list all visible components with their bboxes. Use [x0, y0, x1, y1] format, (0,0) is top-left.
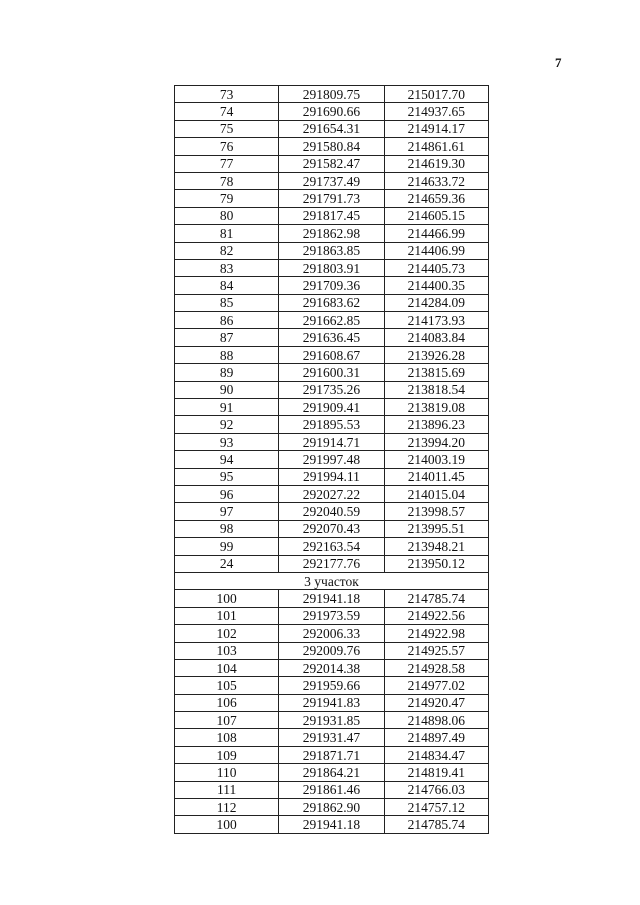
y-coordinate-cell: 214003.19 — [384, 451, 488, 468]
point-number-cell: 88 — [175, 346, 279, 363]
y-coordinate-cell: 214083.84 — [384, 329, 488, 346]
y-coordinate-cell: 213948.21 — [384, 538, 488, 555]
x-coordinate-cell: 291864.21 — [279, 764, 384, 781]
table-row — [175, 364, 489, 381]
y-coordinate-cell: 214861.61 — [384, 138, 488, 155]
x-coordinate-cell: 291654.31 — [279, 120, 384, 137]
table-row — [175, 155, 489, 172]
y-coordinate-cell: 214928.58 — [384, 659, 488, 676]
x-coordinate-cell: 291973.59 — [279, 607, 384, 624]
table-row — [175, 416, 489, 433]
point-number-cell: 89 — [175, 364, 279, 381]
x-coordinate-cell: 291735.26 — [279, 381, 384, 398]
y-coordinate-cell: 213818.54 — [384, 381, 488, 398]
point-number-cell: 78 — [175, 172, 279, 189]
x-coordinate-cell: 291914.71 — [279, 433, 384, 450]
table-row — [175, 781, 489, 798]
y-coordinate-cell: 214405.73 — [384, 259, 488, 276]
point-number-cell: 111 — [175, 781, 279, 798]
x-coordinate-cell: 291817.45 — [279, 207, 384, 224]
section-label: 3 участок — [175, 572, 489, 589]
x-coordinate-cell: 291941.18 — [279, 590, 384, 607]
point-number-cell: 74 — [175, 103, 279, 120]
point-number-cell: 100 — [175, 590, 279, 607]
x-coordinate-cell: 291871.71 — [279, 746, 384, 763]
x-coordinate-cell: 291582.47 — [279, 155, 384, 172]
x-coordinate-cell: 291862.98 — [279, 225, 384, 242]
point-number-cell: 85 — [175, 294, 279, 311]
point-number-cell: 110 — [175, 764, 279, 781]
y-coordinate-cell: 214400.35 — [384, 277, 488, 294]
x-coordinate-cell: 291941.18 — [279, 816, 384, 833]
table-row — [175, 346, 489, 363]
point-number-cell: 100 — [175, 816, 279, 833]
y-coordinate-cell: 214406.99 — [384, 242, 488, 259]
point-number-cell: 96 — [175, 485, 279, 502]
y-coordinate-cell: 213896.23 — [384, 416, 488, 433]
x-coordinate-cell: 291709.36 — [279, 277, 384, 294]
table-row — [175, 538, 489, 555]
x-coordinate-cell: 291803.91 — [279, 259, 384, 276]
point-number-cell: 93 — [175, 433, 279, 450]
section-header-row — [175, 572, 489, 589]
point-number-cell: 81 — [175, 225, 279, 242]
x-coordinate-cell: 292070.43 — [279, 520, 384, 537]
x-coordinate-cell: 291690.66 — [279, 103, 384, 120]
table-row — [175, 433, 489, 450]
y-coordinate-cell: 215017.70 — [384, 86, 488, 103]
x-coordinate-cell: 291600.31 — [279, 364, 384, 381]
x-coordinate-cell: 291861.46 — [279, 781, 384, 798]
y-coordinate-cell: 214819.41 — [384, 764, 488, 781]
point-number-cell: 99 — [175, 538, 279, 555]
point-number-cell: 101 — [175, 607, 279, 624]
x-coordinate-cell: 291636.45 — [279, 329, 384, 346]
x-coordinate-cell: 292040.59 — [279, 503, 384, 520]
table-row — [175, 659, 489, 676]
table-row — [175, 503, 489, 520]
point-number-cell: 106 — [175, 694, 279, 711]
y-coordinate-cell: 213815.69 — [384, 364, 488, 381]
table-row — [175, 712, 489, 729]
point-number-cell: 103 — [175, 642, 279, 659]
point-number-cell: 73 — [175, 86, 279, 103]
table-row — [175, 590, 489, 607]
y-coordinate-cell: 214766.03 — [384, 781, 488, 798]
y-coordinate-cell: 214659.36 — [384, 190, 488, 207]
table-row — [175, 677, 489, 694]
table-row — [175, 86, 489, 103]
x-coordinate-cell: 291862.90 — [279, 799, 384, 816]
table-row — [175, 485, 489, 502]
y-coordinate-cell: 213995.51 — [384, 520, 488, 537]
x-coordinate-cell: 292006.33 — [279, 625, 384, 642]
x-coordinate-cell: 292009.76 — [279, 642, 384, 659]
point-number-cell: 84 — [175, 277, 279, 294]
x-coordinate-cell: 291580.84 — [279, 138, 384, 155]
table-row — [175, 120, 489, 137]
table-row — [175, 277, 489, 294]
point-number-cell: 109 — [175, 746, 279, 763]
y-coordinate-cell: 214785.74 — [384, 590, 488, 607]
x-coordinate-cell: 292027.22 — [279, 485, 384, 502]
y-coordinate-cell: 214466.99 — [384, 225, 488, 242]
y-coordinate-cell: 213819.08 — [384, 399, 488, 416]
point-number-cell: 108 — [175, 729, 279, 746]
point-number-cell: 107 — [175, 712, 279, 729]
point-number-cell: 80 — [175, 207, 279, 224]
table-row — [175, 172, 489, 189]
point-number-cell: 83 — [175, 259, 279, 276]
point-number-cell: 79 — [175, 190, 279, 207]
page-number: 7 — [555, 55, 562, 70]
x-coordinate-cell: 292177.76 — [279, 555, 384, 572]
table-row — [175, 625, 489, 642]
table-row — [175, 312, 489, 329]
y-coordinate-cell: 214920.47 — [384, 694, 488, 711]
y-coordinate-cell: 214937.65 — [384, 103, 488, 120]
y-coordinate-cell: 214605.15 — [384, 207, 488, 224]
y-coordinate-cell: 214619.30 — [384, 155, 488, 172]
x-coordinate-cell: 291791.73 — [279, 190, 384, 207]
table-row — [175, 381, 489, 398]
y-coordinate-cell: 214925.57 — [384, 642, 488, 659]
point-number-cell: 105 — [175, 677, 279, 694]
table-row — [175, 294, 489, 311]
point-number-cell: 82 — [175, 242, 279, 259]
y-coordinate-cell: 213926.28 — [384, 346, 488, 363]
table-row — [175, 816, 489, 833]
x-coordinate-cell: 291997.48 — [279, 451, 384, 468]
point-number-cell: 75 — [175, 120, 279, 137]
y-coordinate-cell: 214015.04 — [384, 485, 488, 502]
y-coordinate-cell: 214785.74 — [384, 816, 488, 833]
table-row — [175, 451, 489, 468]
point-number-cell: 90 — [175, 381, 279, 398]
table-row — [175, 138, 489, 155]
table-row — [175, 399, 489, 416]
x-coordinate-cell: 291809.75 — [279, 86, 384, 103]
table-row — [175, 729, 489, 746]
y-coordinate-cell: 214011.45 — [384, 468, 488, 485]
y-coordinate-cell: 214897.49 — [384, 729, 488, 746]
point-number-cell: 87 — [175, 329, 279, 346]
x-coordinate-cell: 291683.62 — [279, 294, 384, 311]
x-coordinate-cell: 291662.85 — [279, 312, 384, 329]
point-number-cell: 95 — [175, 468, 279, 485]
coordinates-table-body — [175, 86, 489, 834]
x-coordinate-cell: 291931.47 — [279, 729, 384, 746]
point-number-cell: 86 — [175, 312, 279, 329]
table-row — [175, 694, 489, 711]
x-coordinate-cell: 291608.67 — [279, 346, 384, 363]
y-coordinate-cell: 213950.12 — [384, 555, 488, 572]
x-coordinate-cell: 291931.85 — [279, 712, 384, 729]
table-row — [175, 103, 489, 120]
table-row — [175, 190, 489, 207]
x-coordinate-cell: 291895.53 — [279, 416, 384, 433]
point-number-cell: 76 — [175, 138, 279, 155]
table-row — [175, 555, 489, 572]
x-coordinate-cell: 291941.83 — [279, 694, 384, 711]
point-number-cell: 91 — [175, 399, 279, 416]
table-row — [175, 225, 489, 242]
y-coordinate-cell: 214914.17 — [384, 120, 488, 137]
table-row — [175, 242, 489, 259]
table-row — [175, 207, 489, 224]
x-coordinate-cell: 291994.11 — [279, 468, 384, 485]
point-number-cell: 92 — [175, 416, 279, 433]
point-number-cell: 98 — [175, 520, 279, 537]
y-coordinate-cell: 214922.56 — [384, 607, 488, 624]
x-coordinate-cell: 292163.54 — [279, 538, 384, 555]
x-coordinate-cell: 292014.38 — [279, 659, 384, 676]
y-coordinate-cell: 214633.72 — [384, 172, 488, 189]
y-coordinate-cell: 214898.06 — [384, 712, 488, 729]
y-coordinate-cell: 214922.98 — [384, 625, 488, 642]
table-row — [175, 764, 489, 781]
table-row — [175, 642, 489, 659]
x-coordinate-cell: 291737.49 — [279, 172, 384, 189]
point-number-cell: 24 — [175, 555, 279, 572]
y-coordinate-cell: 214834.47 — [384, 746, 488, 763]
point-number-cell: 112 — [175, 799, 279, 816]
point-number-cell: 77 — [175, 155, 279, 172]
table-row — [175, 746, 489, 763]
y-coordinate-cell: 213998.57 — [384, 503, 488, 520]
y-coordinate-cell: 214757.12 — [384, 799, 488, 816]
table-row — [175, 329, 489, 346]
coordinates-table — [174, 85, 489, 834]
y-coordinate-cell: 214284.09 — [384, 294, 488, 311]
point-number-cell: 97 — [175, 503, 279, 520]
table-row — [175, 520, 489, 537]
point-number-cell: 102 — [175, 625, 279, 642]
table-row — [175, 799, 489, 816]
point-number-cell: 94 — [175, 451, 279, 468]
table-row — [175, 468, 489, 485]
point-number-cell: 104 — [175, 659, 279, 676]
y-coordinate-cell: 213994.20 — [384, 433, 488, 450]
x-coordinate-cell: 291863.85 — [279, 242, 384, 259]
table-row — [175, 607, 489, 624]
table-row — [175, 259, 489, 276]
x-coordinate-cell: 291909.41 — [279, 399, 384, 416]
x-coordinate-cell: 291959.66 — [279, 677, 384, 694]
y-coordinate-cell: 214977.02 — [384, 677, 488, 694]
y-coordinate-cell: 214173.93 — [384, 312, 488, 329]
